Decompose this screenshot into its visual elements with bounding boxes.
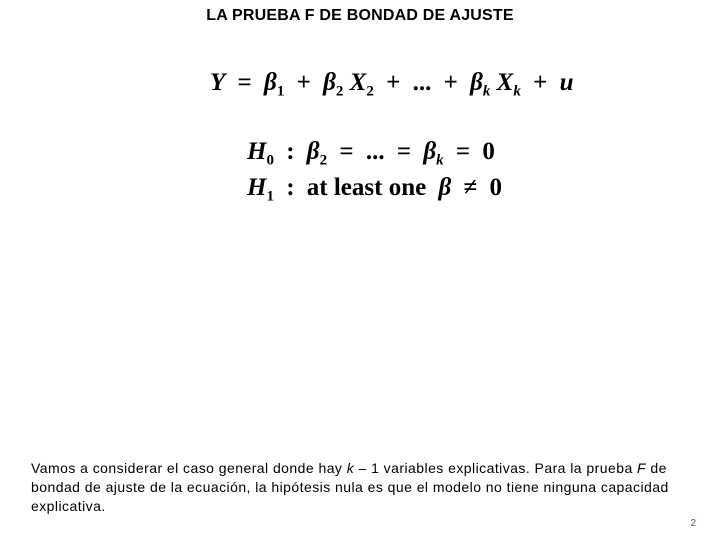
eq-equals: = <box>237 69 252 96</box>
h0-beta-k: β <box>423 138 437 165</box>
h0-zero: 0 <box>482 138 495 165</box>
null-hypothesis <box>247 138 495 169</box>
eq-x-2-sub: 2 <box>366 83 374 100</box>
eq-beta-1: β <box>264 69 277 96</box>
eq-y: Y <box>210 69 226 96</box>
h0-colon: : <box>286 138 295 165</box>
h0-beta-k-sub: k <box>436 152 444 169</box>
h0-sub: 0 <box>266 152 274 169</box>
h1-letter: H <box>247 174 267 201</box>
eq-beta-2-sub: 2 <box>335 83 344 100</box>
caption-part-1: Vamos a considerar el caso general donde hay <box>31 460 347 476</box>
eq-x-k: X <box>496 69 514 96</box>
h0-beta-2-sub: 2 <box>319 152 328 169</box>
slide-title: LA PRUEBA F DE BONDAD DE AJUSTE <box>206 7 514 24</box>
h0-equals-2: = <box>396 138 412 165</box>
eq-beta-k-sub: k <box>482 83 491 100</box>
eq-dots: ... <box>412 69 432 96</box>
eq-beta-1-sub: 1 <box>276 83 285 100</box>
eq-x-2: X <box>349 69 367 96</box>
explanation-text <box>31 459 691 516</box>
alternative-hypothesis <box>247 174 502 205</box>
h1-sub: 1 <box>266 188 274 205</box>
caption-part-2: – 1 variables explicativas. Para la prueba <box>354 460 638 476</box>
h1-neq: ≠ <box>463 174 478 201</box>
h1-colon: : <box>286 174 295 201</box>
h0-equals-3: = <box>455 138 471 165</box>
h0-dots: ... <box>365 138 385 165</box>
page-number: 2 <box>690 518 696 529</box>
eq-beta-k: β <box>470 69 483 96</box>
regression-equation <box>210 69 574 100</box>
eq-beta-2: β <box>323 69 336 96</box>
eq-x-k-sub: k <box>513 83 521 100</box>
h0-beta-2: β <box>306 138 320 165</box>
h0-equals-1: = <box>339 138 354 165</box>
eq-plus-1: + <box>296 69 311 96</box>
h1-beta: β <box>438 174 452 201</box>
eq-u: u <box>559 69 574 96</box>
caption-f-variable: F <box>637 460 647 476</box>
h1-at-least-one: at least one <box>306 174 427 201</box>
eq-plus-3: + <box>443 69 458 96</box>
caption-k-variable: k <box>346 460 355 476</box>
h1-zero: 0 <box>489 174 502 201</box>
caption-part-3: de bondad de ajuste de la ecuación, la hipótesis nula es que el modelo no tiene ninguna capacidad explicativa. <box>31 460 669 514</box>
eq-plus-4: + <box>533 69 548 96</box>
eq-plus-2: + <box>386 69 401 96</box>
h0-letter: H <box>247 138 267 165</box>
